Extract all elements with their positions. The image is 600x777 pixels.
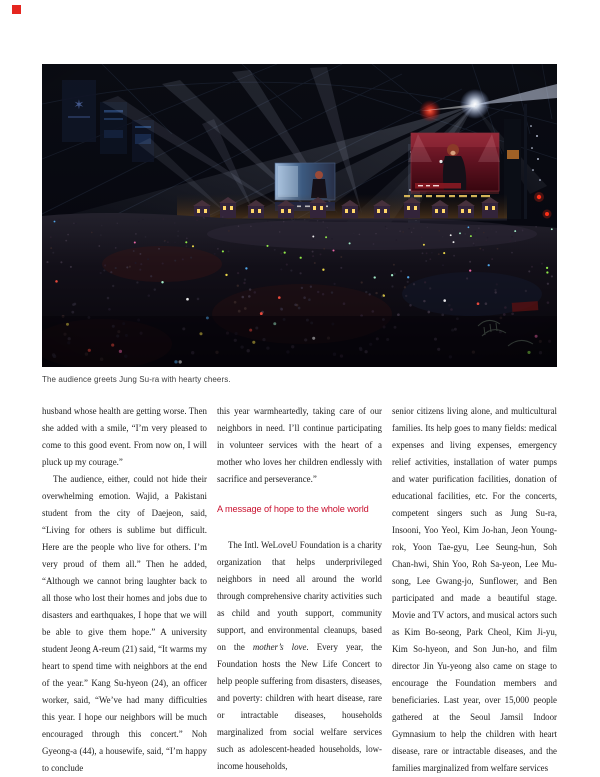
paragraph bbox=[217, 537, 382, 775]
paragraph-text: The Intl. WeLoveU Foundation is a charity organization that helps underprivileged neighbors in need all around the world through comprehensive charity activities such as child and youth support, community support, and environmental cleanups, based on the bbox=[217, 540, 382, 652]
paragraph-text: . Every year, the Foundation hosts the New Life Concert to help people suffering from disasters, diseases, and poverty: children with heart disease, rare or intractable diseases, households marginalized from social welfare services such as adolescent-headed households, low-income households, bbox=[217, 642, 382, 771]
italic-phrase: mother’s love bbox=[252, 642, 307, 652]
concert-photo-illustration bbox=[42, 64, 557, 367]
text-column-3 bbox=[392, 403, 557, 777]
concert-photo bbox=[42, 64, 557, 367]
section-heading: A message of hope to the whole world bbox=[217, 504, 369, 514]
paragraph: this year warmheartedly, taking care of our neighbors in need. I’ll continue participating in volunteer services with the heart of a mother who loves her children endlessly with sacrifice and perseverance.” bbox=[217, 406, 382, 484]
page-corner-marker bbox=[12, 5, 21, 14]
paragraph: The audience, either, could not hide their overwhelming emotion. Wajid, a Pakistani student from the city of Daejeon, said, “Living for others is sublime but difficult. Here are the people who live for others. I’m very proud of them all.” Then he added, “Although we cannot bring laughter back to all those who lost their homes and jobs due to disasters and earthquakes, I hope that we will be able to give them hope.” A university student Jeong A-reum (21) said, “It warms my heart to spend time with neighbors at the end of the year.” Kang Su-hyeon (24), an officer worker, said, “We’ve had many difficulties this year. I hope our neighbors will be much encouraged through this concert.” Noh Gyeong-a (44), a housewife, said, “I’m happy to conclude bbox=[42, 474, 207, 773]
paragraph: senior citizens living alone, and multicultural families. Its help goes to many fields: medical expenses and living expenses, emergency relief activities, installation of water pumps and water purification facilities, donation of educational facilities, etc. For the concerts, competent singers such as Jung Su-ra, Insooni, Yoo Yeol, Kim Jo-han, Jeon Young-rok, Yoon Tae-gyu, Lee Seung-hun, Soh Chan-hwi, Shin Yoo, Roh Sa-yeon, Lee Mu-song, Lee Gwang-jo, Sunflower, and Ben participated and made a beautiful stage. Movie and TV actors, and musical actors such as Kim Bo-seong, Park Cheol, Kim Ji-yu, Kim So-hyeon, and Son Jun-ho, and film director Jin Yu-yeong also came on stage to encourage the Foundation members and beneficiaries. Last year, over 15,000 people gathered at the Seoul Jamsil Indoor Gymnasium to help the children with heart disease, rare or intractable diseases, and the families marginalized from welfare services bbox=[392, 406, 557, 773]
photo-caption: The audience greets Jung Su-ra with hearty cheers. bbox=[42, 375, 231, 384]
paragraph: husband whose health are getting worse. Then she added with a smile, “I’m very pleased to come to this good event. From now on, I will pluck up my courage.” bbox=[42, 406, 207, 467]
text-column-2 bbox=[217, 403, 382, 777]
text-column-1 bbox=[42, 403, 207, 777]
article-body bbox=[42, 403, 557, 777]
